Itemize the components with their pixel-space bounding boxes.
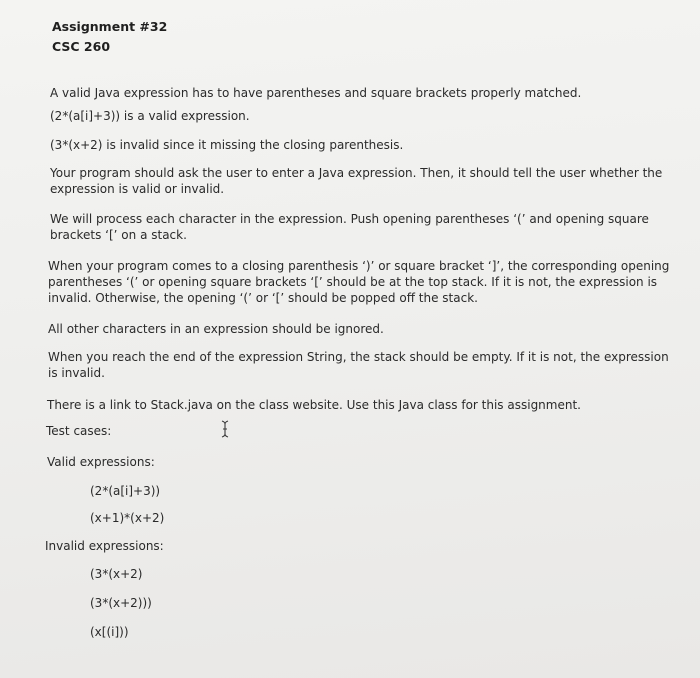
link-desc-text: There is a link to Stack.java on the class website. Use this Java class for this assignment. (47, 398, 581, 412)
end-desc-line: is invalid. (48, 366, 105, 380)
valid-example-text: (2*(a[i]+3)) is a valid expression. (50, 109, 250, 123)
end-desc-line: When you reach the end of the expression String, the stack should be empty. If it is not, the expression (48, 350, 669, 364)
program-desc-line: expression is valid or invalid. (50, 182, 225, 196)
course-code: CSC 260 (52, 39, 111, 54)
text-cursor-icon (220, 420, 230, 438)
process-desc-line: We will process each character in the expression. Push opening parentheses ‘(’ and opening square (50, 212, 649, 226)
process-desc-line: brackets ‘[’ on a stack. (50, 228, 187, 242)
invalid-example-text: (3*(x+2) is invalid since it missing the closing parenthesis. (50, 138, 404, 152)
intro-text: A valid Java expression has to have parentheses and square brackets properly matched. (50, 86, 582, 100)
valid-expression-item: (2*(a[i]+3)) (90, 484, 161, 498)
closing-desc-line: parentheses ‘(’ or opening square brackets ‘[’ should be at the top stack. If it is not, the expression is (48, 275, 658, 289)
program-desc-line: Your program should ask the user to enter a Java expression. Then, it should tell the user whether the (50, 166, 663, 180)
valid-expression-item: (x+1)*(x+2) (90, 511, 165, 525)
invalid-expressions-label: Invalid expressions: (45, 539, 164, 553)
valid-expressions-label: Valid expressions: (47, 455, 155, 469)
invalid-expression-item: (3*(x+2))) (90, 596, 152, 610)
invalid-expression-item: (x[(i])) (90, 625, 129, 639)
ignore-desc-text: All other characters in an expression should be ignored. (48, 322, 384, 336)
test-cases-label: Test cases: (46, 424, 112, 438)
invalid-expression-item: (3*(x+2) (90, 567, 143, 581)
closing-desc-line: When your program comes to a closing parenthesis ‘)’ or square bracket ‘]’, the corresponding opening (48, 259, 670, 273)
closing-desc-line: invalid. Otherwise, the opening ‘(’ or ‘[’ should be popped off the stack. (48, 291, 478, 305)
assignment-title: Assignment #32 (52, 19, 168, 34)
